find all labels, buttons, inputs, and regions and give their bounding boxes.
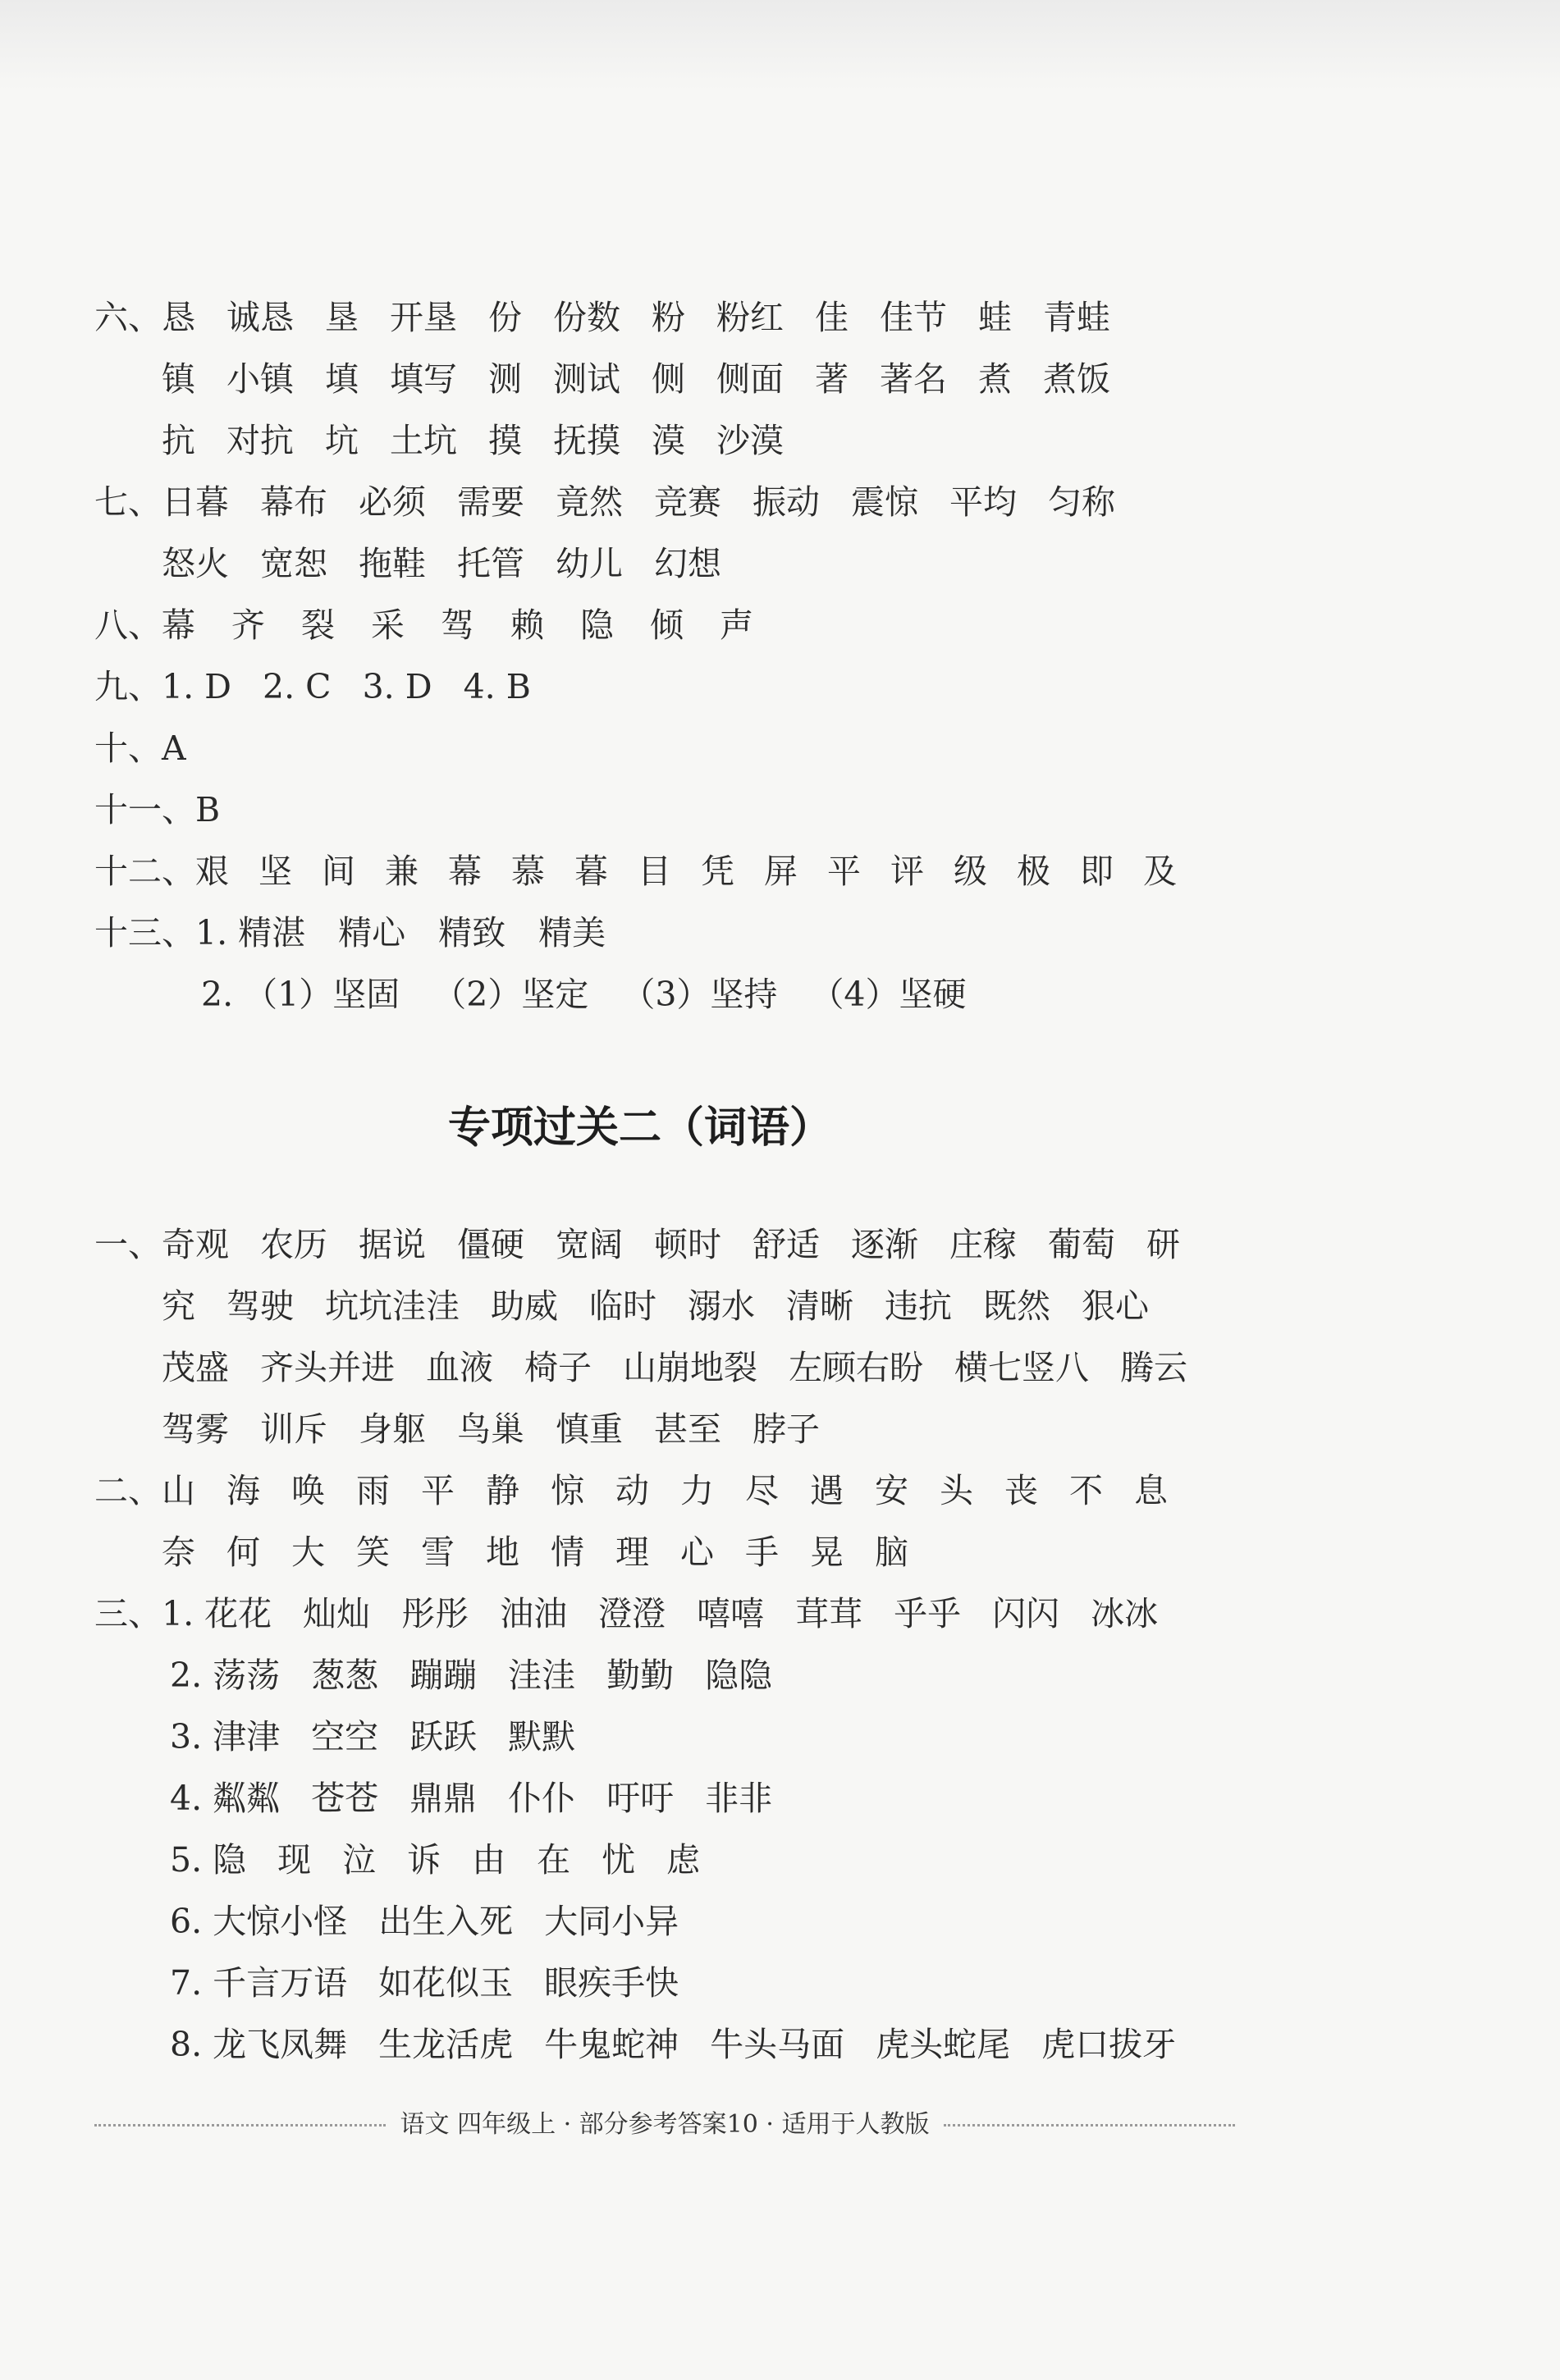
answer-item: 乎乎 [894, 1594, 962, 1633]
answer-item: 十三、1. 精湛 [94, 913, 306, 952]
answer-item: 拖鞋 [359, 544, 426, 583]
answer-item: 油油 [500, 1594, 568, 1633]
answer-item: 对抗 [226, 421, 294, 460]
answer-item: 及 [1143, 852, 1177, 891]
answer-item: 镇 [162, 359, 195, 399]
answer-item: 十一、B [94, 790, 221, 829]
answer-item: 填 [325, 359, 359, 399]
answer-item: 跃跃 [409, 1717, 478, 1756]
answer-item: 裂 [301, 605, 335, 645]
answer-item: 笑 [356, 1533, 390, 1572]
answer-item: 勤勤 [606, 1656, 675, 1695]
answer-line [94, 843, 1177, 900]
answer-item: 极 [1017, 852, 1050, 891]
answer-item: 灿灿 [303, 1594, 371, 1633]
answer-item: 安 [875, 1471, 908, 1510]
answer-item: 地 [486, 1533, 519, 1572]
answer-item: 平均 [949, 482, 1017, 522]
answer-item: 雨 [356, 1471, 390, 1510]
answer-line [94, 658, 531, 715]
answer-item: 驾驶 [226, 1286, 294, 1326]
answer-item: 何 [226, 1533, 260, 1572]
answer-item: 情 [551, 1533, 584, 1572]
answer-item: 三、1. 花花 [94, 1594, 272, 1633]
answer-item: 身躯 [359, 1409, 426, 1449]
answer-item: 8. 龙飞凤舞 [170, 2025, 348, 2064]
answer-item: 齐头并进 [260, 1348, 395, 1387]
answer-item: 精美 [538, 913, 606, 952]
answer-item: 2. 荡荡 [170, 1656, 281, 1695]
answer-line [94, 719, 186, 777]
answer-line [162, 1400, 820, 1458]
answer-item: 助威 [491, 1286, 558, 1326]
answer-item: 仆仆 [508, 1779, 576, 1818]
answer-item: 填写 [390, 359, 457, 399]
answer-item: 侧面 [716, 359, 784, 399]
answer-line [162, 535, 721, 592]
answer-item: 农历 [260, 1225, 327, 1264]
answer-item: 生龙活虎 [378, 2025, 514, 2064]
answer-item: 粉红 [716, 298, 784, 337]
answer-item: 必须 [359, 482, 426, 522]
answer-item: 份数 [553, 298, 620, 337]
answer-item: 腾云 [1120, 1348, 1187, 1387]
answer-item: 不 [1069, 1471, 1103, 1510]
answer-item: 丧 [1004, 1471, 1038, 1510]
answer-item: 八、幕 [94, 605, 195, 645]
answer-item: 幕 [448, 852, 482, 891]
answer-item: 虑 [666, 1840, 701, 1880]
answer-item: 4. B [463, 667, 531, 706]
answer-item: 佳 [815, 298, 849, 337]
answer-item: 兼 [385, 852, 419, 891]
answer-item: 一、奇观 [94, 1225, 229, 1264]
answer-item: 精心 [338, 913, 406, 952]
answer-item: 尽 [745, 1471, 779, 1510]
answer-line [94, 781, 220, 838]
answer-item: 精致 [438, 913, 506, 952]
answer-item: 屏 [764, 852, 798, 891]
answer-item: 坚 [258, 852, 292, 891]
answer-item: 违抗 [885, 1286, 952, 1326]
answer-item: 赖 [510, 605, 544, 645]
answer-item: 既然 [983, 1286, 1050, 1326]
answer-item: 凭 [701, 852, 734, 891]
answer-item: 左顾右盼 [789, 1348, 923, 1387]
answer-item: 顿时 [654, 1225, 721, 1264]
answer-item: 唤 [291, 1471, 325, 1510]
answer-item: （4）坚硬 [810, 975, 967, 1014]
answer-item: 遇 [810, 1471, 844, 1510]
answer-line [170, 1831, 700, 1889]
answer-item: 间 [322, 852, 355, 891]
answer-item: 侧 [652, 359, 685, 399]
answer-item: 出生入死 [378, 1902, 514, 1941]
answer-item: 驾 [441, 605, 474, 645]
answer-item: 惊 [551, 1471, 584, 1510]
answer-item: 默默 [508, 1717, 576, 1756]
answer-item: 心 [680, 1533, 714, 1572]
answer-item: 慎重 [556, 1409, 623, 1449]
answer-item: 摸 [488, 421, 522, 460]
answer-line [162, 1277, 1149, 1335]
answer-item: 脖子 [753, 1409, 820, 1449]
answer-item: 3. D [362, 667, 432, 706]
answer-item: 横七竖八 [954, 1348, 1089, 1387]
answer-item: 蛙 [978, 298, 1012, 337]
answer-item: 5. 隐 [170, 1840, 247, 1880]
answer-line [170, 1647, 772, 1704]
answer-item: 需要 [457, 482, 524, 522]
answer-item: 2. C [263, 667, 332, 706]
answer-item: 目 [638, 852, 671, 891]
answer-item: 振动 [753, 482, 820, 522]
answer-item: 垦 [325, 298, 359, 337]
answer-line [94, 473, 1115, 531]
footer-dotted-rule-left [94, 2124, 386, 2126]
answer-item: 现 [277, 1840, 312, 1880]
answer-item: 蹦蹦 [409, 1656, 478, 1695]
answer-item: 头 [940, 1471, 973, 1510]
answer-item: 据说 [359, 1225, 426, 1264]
answer-item: 嘻嘻 [697, 1594, 765, 1633]
answer-item: 空空 [311, 1717, 379, 1756]
answer-line [94, 1216, 1180, 1273]
answer-item: 慕 [511, 852, 545, 891]
answer-item: 测 [488, 359, 522, 399]
answer-line [162, 1523, 908, 1581]
answer-item: 大同小异 [544, 1902, 679, 1941]
answer-item: 4. 粼粼 [170, 1779, 281, 1818]
answer-item: 开垦 [390, 298, 457, 337]
answer-item: 晃 [810, 1533, 844, 1572]
answer-item: 吁吁 [606, 1779, 675, 1818]
answer-item: 理 [615, 1533, 649, 1572]
answer-item: 鼎鼎 [409, 1779, 478, 1818]
answer-item: 鸟巢 [457, 1409, 524, 1449]
answer-item: 研 [1146, 1225, 1180, 1264]
answer-item: 闪闪 [992, 1594, 1060, 1633]
answer-line [94, 904, 606, 962]
answer-item: 牛头马面 [710, 2025, 845, 2064]
section-heading: 专项过关二（词语） [447, 1103, 832, 1153]
answer-item: 煮 [978, 359, 1012, 399]
answer-item: 牛鬼蛇神 [544, 2025, 679, 2064]
answer-item: 倾 [650, 605, 684, 645]
answer-item: 即 [1080, 852, 1114, 891]
answer-item: 究 [162, 1286, 195, 1326]
answer-line [170, 1893, 679, 1950]
answer-item: 临时 [589, 1286, 656, 1326]
answer-item: 二、山 [94, 1471, 195, 1510]
answer-item: 脑 [875, 1533, 908, 1572]
answer-item: 暮 [574, 852, 608, 891]
answer-item: （2）坚定 [432, 975, 589, 1014]
answer-item: 虎头蛇尾 [876, 2025, 1011, 2064]
answer-item: 苍苍 [311, 1779, 379, 1818]
answer-item: 粉 [652, 298, 685, 337]
answer-item: 僵硬 [457, 1225, 524, 1264]
answer-line [94, 289, 1110, 346]
answer-item: 甚至 [654, 1409, 721, 1449]
answer-item: 竞赛 [654, 482, 721, 522]
answer-item: 竟然 [556, 482, 623, 522]
answer-item: 3. 津津 [170, 1717, 281, 1756]
answer-item: 平 [827, 852, 861, 891]
answer-item: 奈 [162, 1533, 195, 1572]
answer-item: 著名 [880, 359, 947, 399]
answer-line [170, 1954, 679, 2012]
answer-item: 逐渐 [851, 1225, 918, 1264]
answer-item: 小镇 [226, 359, 294, 399]
answer-item: 怒火 [162, 544, 229, 583]
answer-item: 清晰 [786, 1286, 853, 1326]
answer-item: 椅子 [524, 1348, 592, 1387]
answer-item: 在 [537, 1840, 571, 1880]
answer-item: 沙漠 [716, 421, 784, 460]
answer-line [94, 596, 753, 654]
answer-item: 力 [680, 1471, 714, 1510]
answer-item: 7. 千言万语 [170, 1963, 348, 2003]
answer-item: 泣 [342, 1840, 377, 1880]
answer-line [94, 1462, 1168, 1519]
answer-item: 海 [226, 1471, 260, 1510]
answer-item: 6. 大惊小怪 [170, 1902, 348, 1941]
answer-line [170, 2016, 1176, 2073]
answer-item: 血液 [426, 1348, 493, 1387]
answer-item: 彤彤 [401, 1594, 469, 1633]
answer-item: 幻想 [654, 544, 721, 583]
answer-item: 声 [720, 605, 753, 645]
answer-item: 诉 [407, 1840, 441, 1880]
answer-item: 庄稼 [949, 1225, 1017, 1264]
answer-item: 测试 [553, 359, 620, 399]
answer-line [170, 1770, 772, 1827]
answer-item: 评 [890, 852, 924, 891]
answer-item: 抚摸 [553, 421, 620, 460]
answer-line [162, 412, 784, 469]
answer-item: 茸茸 [795, 1594, 863, 1633]
page-footer [94, 2104, 1235, 2145]
answer-item: 手 [745, 1533, 779, 1572]
answer-item: 动 [615, 1471, 649, 1510]
answer-item: 诚恳 [226, 298, 294, 337]
answer-item: 十、A [94, 729, 186, 768]
answer-item: 抗 [162, 421, 195, 460]
answer-item: 葱葱 [311, 1656, 379, 1695]
answer-item: 六、恳 [94, 298, 195, 337]
answer-item: 隐 [580, 605, 614, 645]
answer-line [162, 1339, 1187, 1396]
answer-item: 级 [954, 852, 987, 891]
answer-line [201, 966, 967, 1023]
answer-item: 非非 [705, 1779, 773, 1818]
answer-item: 平 [421, 1471, 455, 1510]
answer-item: 茂盛 [162, 1348, 229, 1387]
answer-item: 坑坑洼洼 [325, 1286, 460, 1326]
answer-item: 舒适 [753, 1225, 820, 1264]
answer-item: 匀称 [1048, 482, 1115, 522]
footer-text: 语文 四年级上 · 部分参考答案10 · 适用于人教版 [400, 2110, 930, 2139]
answer-item: 葡萄 [1048, 1225, 1115, 1264]
answer-line [162, 350, 1110, 408]
answer-item: 训斥 [260, 1409, 327, 1449]
answer-item: 宽恕 [260, 544, 327, 583]
answer-item: 托管 [457, 544, 524, 583]
answer-item: 山崩地裂 [623, 1348, 757, 1387]
answer-item: 著 [815, 359, 849, 399]
answer-item: 洼洼 [508, 1656, 576, 1695]
answer-item: 虎口拔牙 [1041, 2025, 1177, 2064]
answer-item: 九、1. D [94, 667, 232, 706]
answer-line [94, 1585, 1158, 1642]
answer-item: 土坑 [390, 421, 457, 460]
answer-item: 佳节 [880, 298, 947, 337]
answer-item: 溺水 [688, 1286, 755, 1326]
answer-item: 2. （1）坚固 [201, 975, 400, 1014]
answer-item: 幼儿 [556, 544, 623, 583]
answer-item: 漠 [652, 421, 685, 460]
answer-item: 震惊 [851, 482, 918, 522]
answer-item: 忧 [602, 1840, 636, 1880]
answer-item: 份 [488, 298, 522, 337]
answer-item: 澄澄 [598, 1594, 666, 1633]
answer-item: 驾雾 [162, 1409, 229, 1449]
answer-item: 由 [472, 1840, 506, 1880]
footer-dotted-rule-right [944, 2124, 1235, 2126]
answer-item: 十二、艰 [94, 852, 229, 891]
answer-item: 狠心 [1082, 1286, 1149, 1326]
answer-item: 大 [291, 1533, 325, 1572]
answer-line [170, 1708, 575, 1766]
answer-item: （3）坚持 [621, 975, 778, 1014]
answer-item: 冰冰 [1091, 1594, 1159, 1633]
answer-item: 七、日暮 [94, 482, 229, 522]
answer-item: 幕布 [260, 482, 327, 522]
answer-item: 采 [371, 605, 405, 645]
answer-item: 宽阔 [556, 1225, 623, 1264]
answer-item: 静 [486, 1471, 519, 1510]
answer-item: 隐隐 [705, 1656, 773, 1695]
answer-item: 坑 [325, 421, 359, 460]
answer-item: 青蛙 [1043, 298, 1110, 337]
answer-item: 如花似玉 [378, 1963, 514, 2003]
answer-item: 息 [1134, 1471, 1168, 1510]
answer-item: 眼疾手快 [544, 1963, 679, 2003]
answer-item: 齐 [231, 605, 265, 645]
answer-item: 雪 [421, 1533, 455, 1572]
answer-item: 煮饭 [1043, 359, 1110, 399]
